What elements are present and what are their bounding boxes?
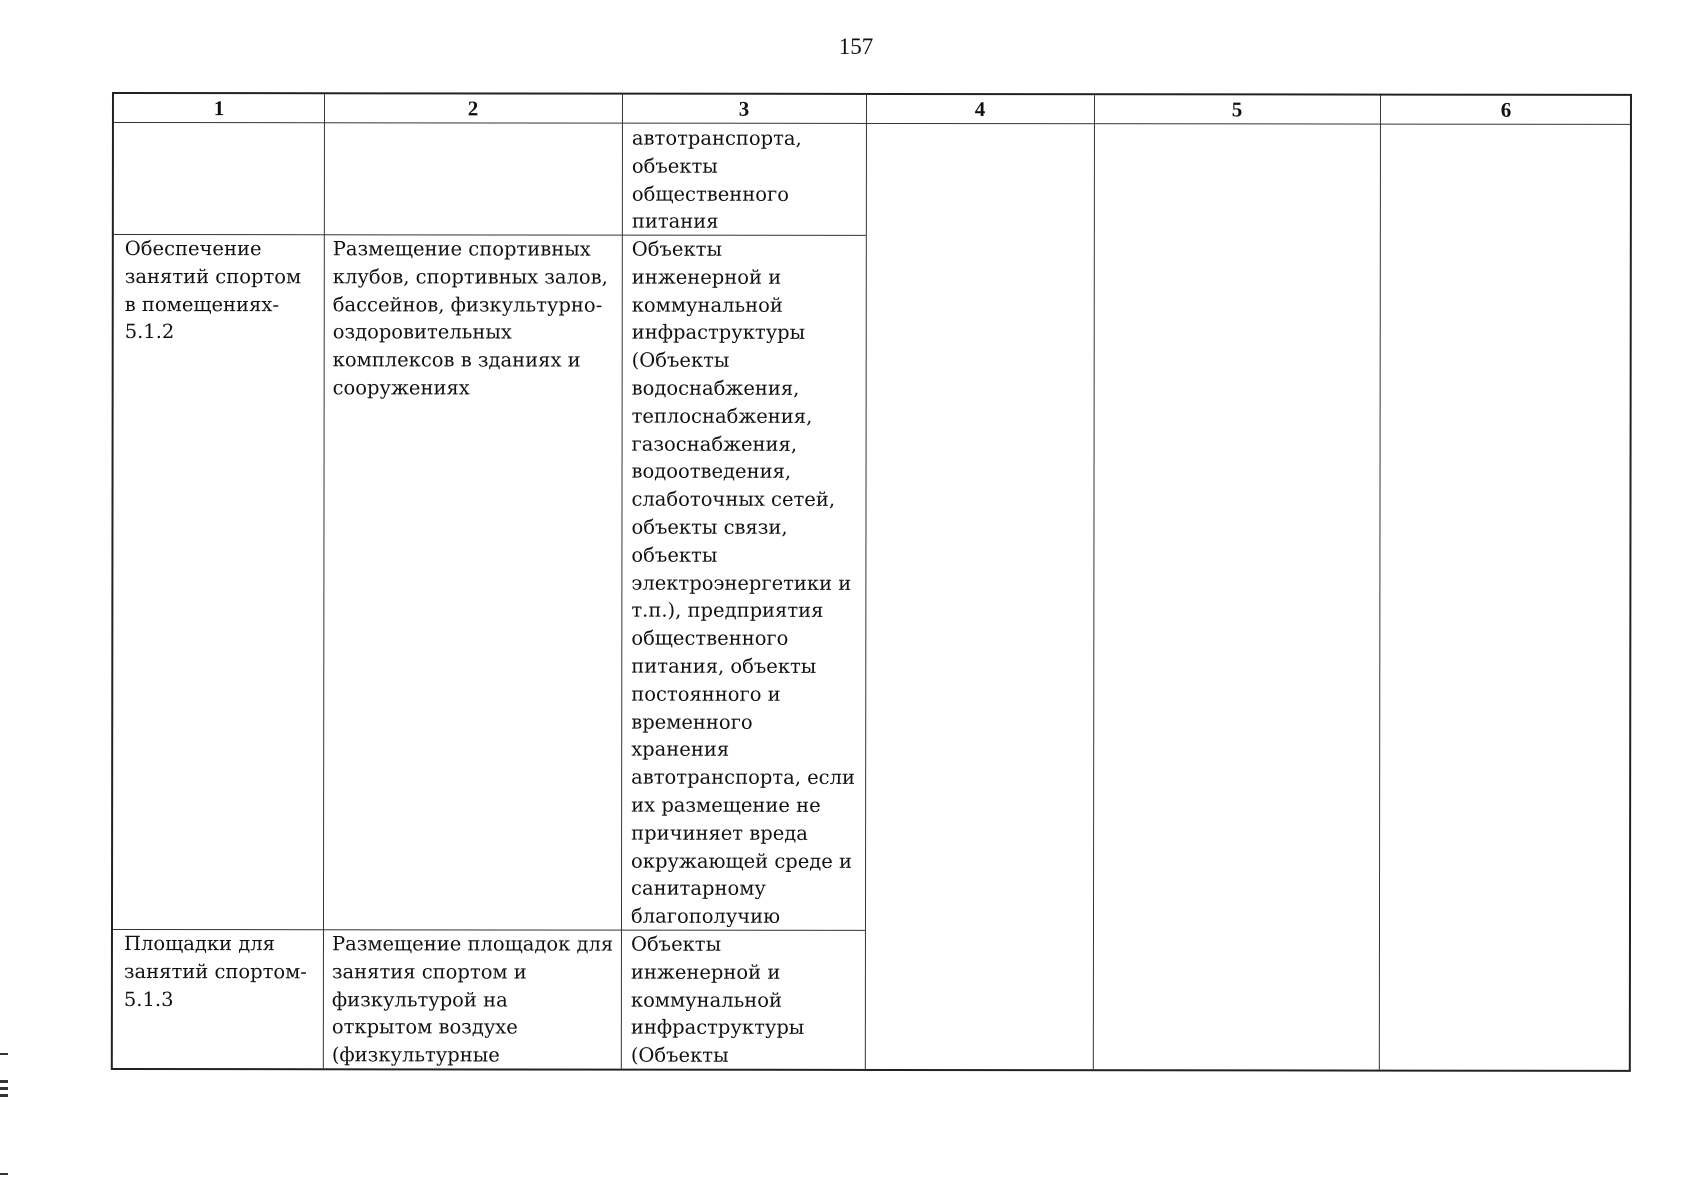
row3-description: Размещение площадок для занятия спортом и физкультурой на открытом воздухе (физкультурные: [331, 932, 614, 1067]
row3-auxiliary-uses: Объекты инженерной и коммунальной инфраструктуры (Объекты: [630, 932, 805, 1067]
column-divider: [621, 95, 623, 1069]
scan-mark: [0, 1053, 8, 1055]
row2-description: Размещение спортивных клубов, спортивных залов, бассейнов, физкультурно- оздоровительных комплексов в зданиях и сооружениях: [332, 237, 608, 400]
row2-use-type: Обеспечение занятий спортом в помещениях- 5.1.2: [124, 237, 302, 344]
column-header-2: 2: [467, 96, 479, 121]
page-number: 157: [838, 34, 874, 59]
row1-auxiliary-uses: автотранспорта, объекты общественного питания: [631, 126, 802, 234]
column-header-5: 5: [1231, 97, 1243, 122]
column-header-3: 3: [738, 96, 750, 121]
column-divider: [323, 94, 325, 1068]
column-divider: [1093, 95, 1095, 1069]
column-divider: [1379, 96, 1381, 1070]
column-header-4: 4: [974, 97, 986, 122]
land-use-table: [111, 92, 1632, 1072]
scan-mark: [0, 1087, 8, 1090]
column-divider: [865, 95, 867, 1069]
scan-mark: [0, 1094, 8, 1097]
row3-use-type: Площадки для занятий спортом- 5.1.3: [123, 932, 307, 1011]
scan-mark: [0, 1173, 8, 1175]
column-header-1: 1: [213, 96, 225, 121]
row2-auxiliary-uses: Объекты инженерной и коммунальной инфраструктуры (Объекты водоснабжения, теплоснабжения, газоснабжения, водоотведения, слаботочных сетей, объекты связи, объекты электроэнергетики и т.п.), предприятия общественного питания, объекты постоянного и временного хранения автотранспорта, если их размещение не причиняет вреда окружающей среде и санитарному благополучию: [630, 237, 856, 928]
column-header-6: 6: [1500, 97, 1512, 122]
scan-mark: [0, 1080, 8, 1083]
